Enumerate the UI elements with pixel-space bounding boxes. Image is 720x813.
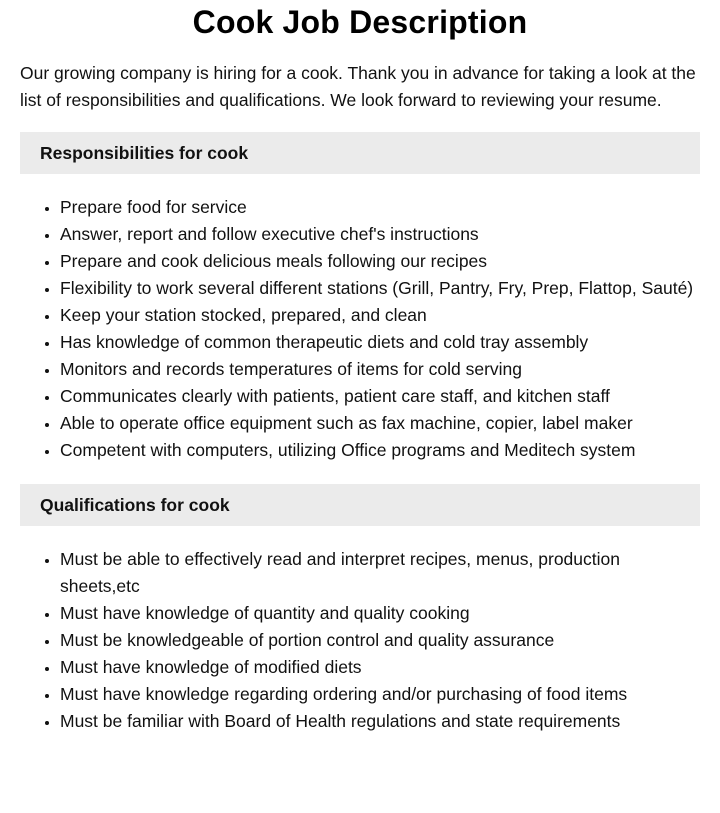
list-item: • Prepare food for service (60, 194, 700, 221)
qualifications-list (20, 546, 700, 735)
qualifications-heading: Qualifications for cook (20, 484, 700, 526)
list-item: • Communicates clearly with patients, patient care staff, and kitchen staff (60, 383, 700, 410)
page-title: Cook Job Description (192, 4, 528, 40)
list-item: • Must have knowledge regarding ordering and/or purchasing of food items (60, 681, 700, 708)
list-item: • Must have knowledge of modified diets (60, 654, 700, 681)
list-item: • Must be able to effectively read and interpret recipes, menus, production sheets,etc (60, 546, 700, 600)
intro-paragraph: Our growing company is hiring for a cook. Thank you in advance for taking a look at the list of responsibilities and qualifications. We look forward to reviewing your resume. (20, 63, 696, 110)
list-item: • Has knowledge of common therapeutic diets and cold tray assembly (60, 329, 700, 356)
list-item: • Must have knowledge of quantity and quality cooking (60, 600, 700, 627)
list-item: • Able to operate office equipment such as fax machine, copier, label maker (60, 410, 700, 437)
list-item: • Must be knowledgeable of portion control and quality assurance (60, 627, 700, 654)
list-item: • Competent with computers, utilizing Office programs and Meditech system (60, 437, 700, 464)
list-item: • Must be familiar with Board of Health regulations and state requirements (60, 708, 700, 735)
responsibilities-heading: Responsibilities for cook (20, 132, 700, 174)
list-item: • Answer, report and follow executive chef's instructions (60, 221, 700, 248)
list-item: • Flexibility to work several different stations (Grill, Pantry, Fry, Prep, Flattop, Sauté) (60, 275, 700, 302)
responsibilities-list (20, 194, 700, 464)
list-item: • Keep your station stocked, prepared, and clean (60, 302, 700, 329)
list-item: • Prepare and cook delicious meals following our recipes (60, 248, 700, 275)
list-item: • Monitors and records temperatures of items for cold serving (60, 356, 700, 383)
